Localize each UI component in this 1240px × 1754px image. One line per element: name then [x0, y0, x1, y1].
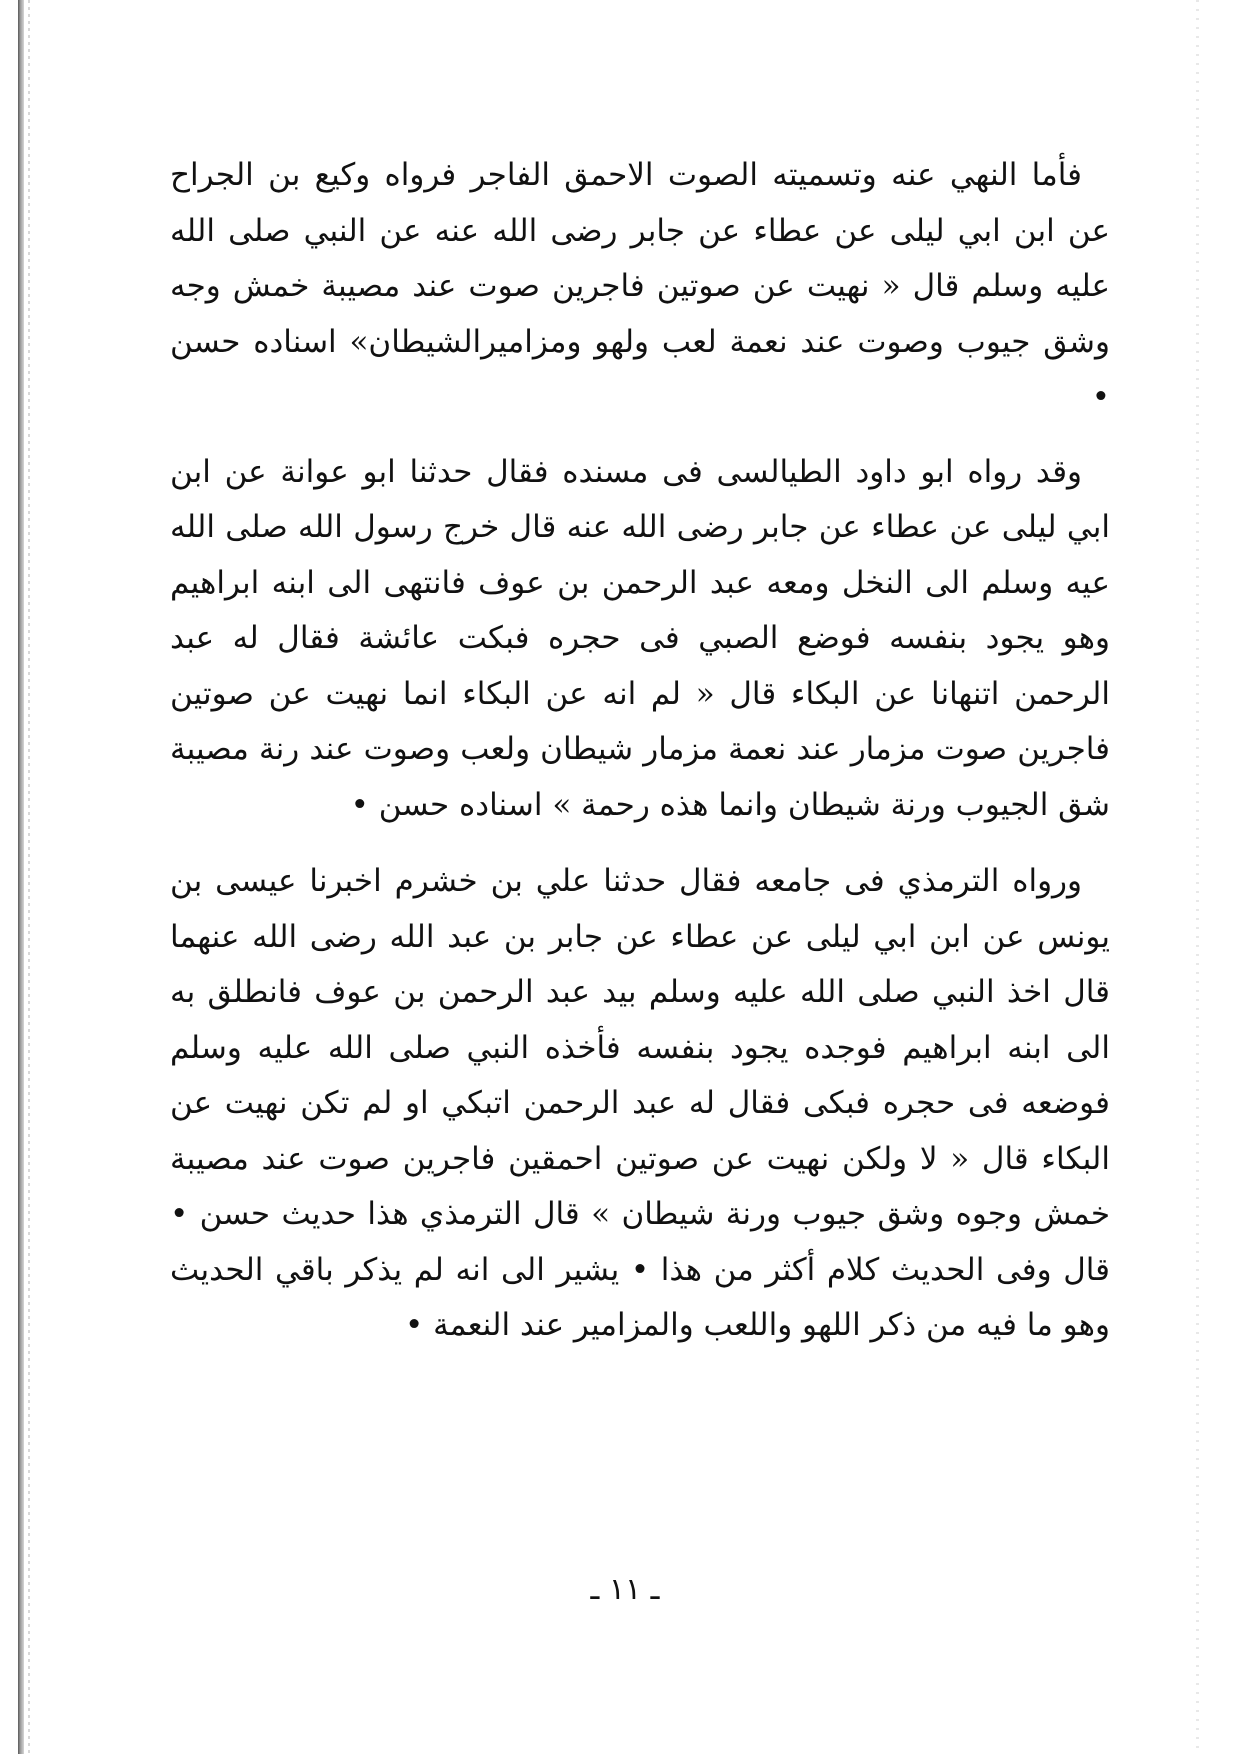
paragraph-1: فأما النهي عنه وتسميته الصوت الاحمق الفاجر فرواه وكيع بن الجراح عن ابن ابي ليلى عن عطاء عن جابر رضى الله عنه عن النبي صلى الله عليه وسلم قال « نهيت عن صوتين فاجرين صوت عند مصيبة خمش وجه وشق جيوب وصوت عند نعمة لعب ولهو ومزاميرالشيطان» اسناده حسن •	[170, 157, 1110, 415]
page-body	[170, 148, 1110, 1354]
paragraph-3: ورواه الترمذي فى جامعه فقال حدثنا علي بن خشرم اخبرنا عيسى بن يونس عن ابن ابي ليلى عن عطاء عن جابر بن عبد الله رضى الله عنهما قال اخذ النبي صلى الله عليه وسلم بيد عبد الرحمن بن عوف فانطلق به الى ابنه ابراهيم فوجده يجود بنفسه فأخذه النبي صلى الله عليه وسلم فوضعه فى حجره فبكى فقال له عبد الرحمن اتبكي او لم تكن نهيت عن البكاء قال « لا ولكن نهيت عن صوتين احمقين فاجرين صوت عند مصيبة خمش وجوه وشق جيوب ورنة شيطان » قال الترمذي هذا حديث حسن • قال وفى الحديث كلام أكثر من هذا • يشير الى انه لم يذكر باقي الحديث وهو ما فيه من ذكر اللهو واللعب والمزامير عند النعمة •	[170, 863, 1110, 1343]
scan-right-edge-noise	[1196, 0, 1199, 1754]
paragraph-2: وقد رواه ابو داود الطيالسى فى مسنده فقال حدثنا ابو عوانة عن ابن ابي ليلى عن عطاء عن جابر رضى الله عنه قال خرج رسول الله صلى الله عيه وسلم الى النخل ومعه عبد الرحمن بن عوف فانتهى الى ابنه ابراهيم وهو يجود بنفسه فوضع الصبي فى حجره فبكت عائشة فقال له عبد الرحمن اتنهانا عن البكاء قال « لم انه عن البكاء انما نهيت عن صوتين فاجرين صوت مزمار عند نعمة مزمار شيطان ولعب وصوت عند رنة مصيبة شق الجيوب ورنة شيطان وانما هذه رحمة » اسناده حسن •	[170, 453, 1110, 823]
page-number: ـ ١١ ـ	[590, 1572, 660, 1607]
scan-left-edge	[18, 0, 24, 1754]
scan-left-edge-noise	[28, 0, 30, 1754]
